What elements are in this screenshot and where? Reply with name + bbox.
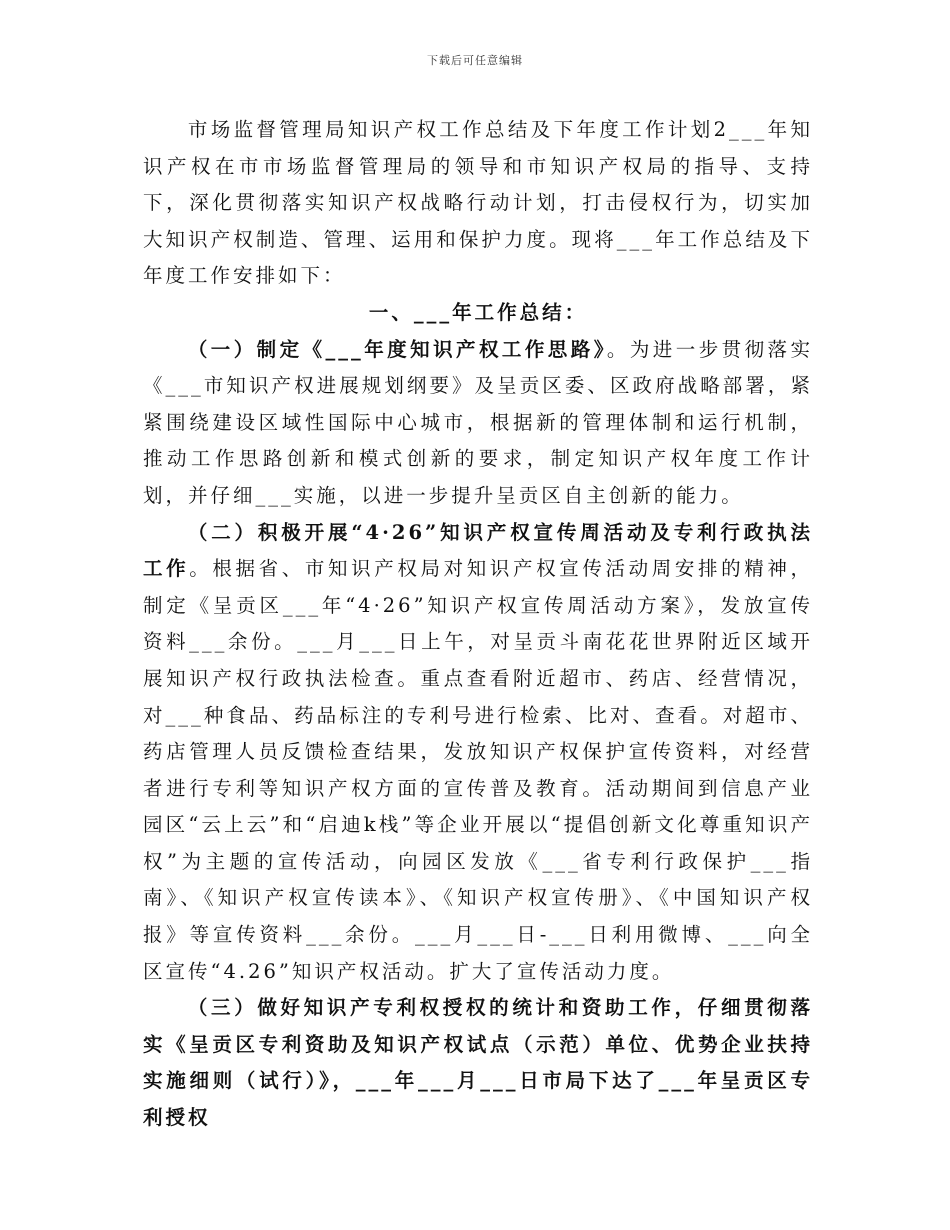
- item-body-2: 。根据省、市知识产权局对知识产权宣传活动周安排的精神，制定《呈贡区___年“4·26”知识产权宣传周活动方案》，发放宣传资料___余份。___月___日上午，对呈贡斗南花花世界附近区域开展知识产权行政执法检查。重点查看附近超市、药店、经营情况，对___种食品、药品标注的专利号进行检索、比对、查看。对超市、药店管理人员反馈检查结果，发放知识产权保护宣传资料，对经营者进行专利等知识产权方面的宣传普及教育。活动期间到信息产业园区“云上云”和“启迪k栈”等企业开展以“提倡创新文化尊重知识产权”为主题的宣传活动，向园区发放《___省专利行政保护___指南》、《知识产权宣传读本》、《知识产权宣传册》、《中国知识产权报》等宣传资料___余份。___月___日-___日利用微博、___向全区宣传“4.26”知识产权活动。扩大了宣传活动力度。: [143, 557, 813, 983]
- item-paragraph-2: [143, 515, 813, 991]
- section-heading: 一、___年工作总结：: [368, 300, 588, 324]
- item-paragraph-1: [143, 332, 813, 515]
- item-title-2: （二）积极开展“4·26”知识产权宣传周活动及专利行政执法工作: [143, 520, 813, 581]
- item-paragraph-3: [143, 990, 813, 1136]
- intro-paragraph: 市场监督管理局知识产权工作总结及下年度工作计划2___年知识产权在市市场监督管理局的领导和市知识产权局的指导、支持下，深化贯彻落实知识产权战略行动计划，打击侵权行为，切实加大知识产权制造、管理、运用和保护力度。现将___年工作总结及下年度工作安排如下：: [143, 118, 813, 288]
- item-title-3: （三）做好知识产专利权授权的统计和资助工作，仔细贯彻落实《呈贡区专利资助及知识产权试点（示范）单位、优势企业扶持实施细则（试行）》，___年___月___日市局下达了___年呈贡区专利授权: [143, 996, 813, 1130]
- item-body-1: 。为进一步贯彻落实《___市知识产权进展规划纲要》及呈贡区委、区政府战略部署，紧紧围绕建设区域性国际中心城市，根据新的管理体制和运行机制，推动工作思路创新和模式创新的要求，制定知识产权年度工作计划，并仔细___实施，以进一步提升呈贡区自主创新的能力。: [143, 337, 813, 507]
- page-header-note: 下载后可任意编辑: [427, 54, 523, 67]
- item-title-1: （一）制定《___年度知识产权工作思路》: [187, 337, 607, 361]
- document-body: [143, 112, 813, 1137]
